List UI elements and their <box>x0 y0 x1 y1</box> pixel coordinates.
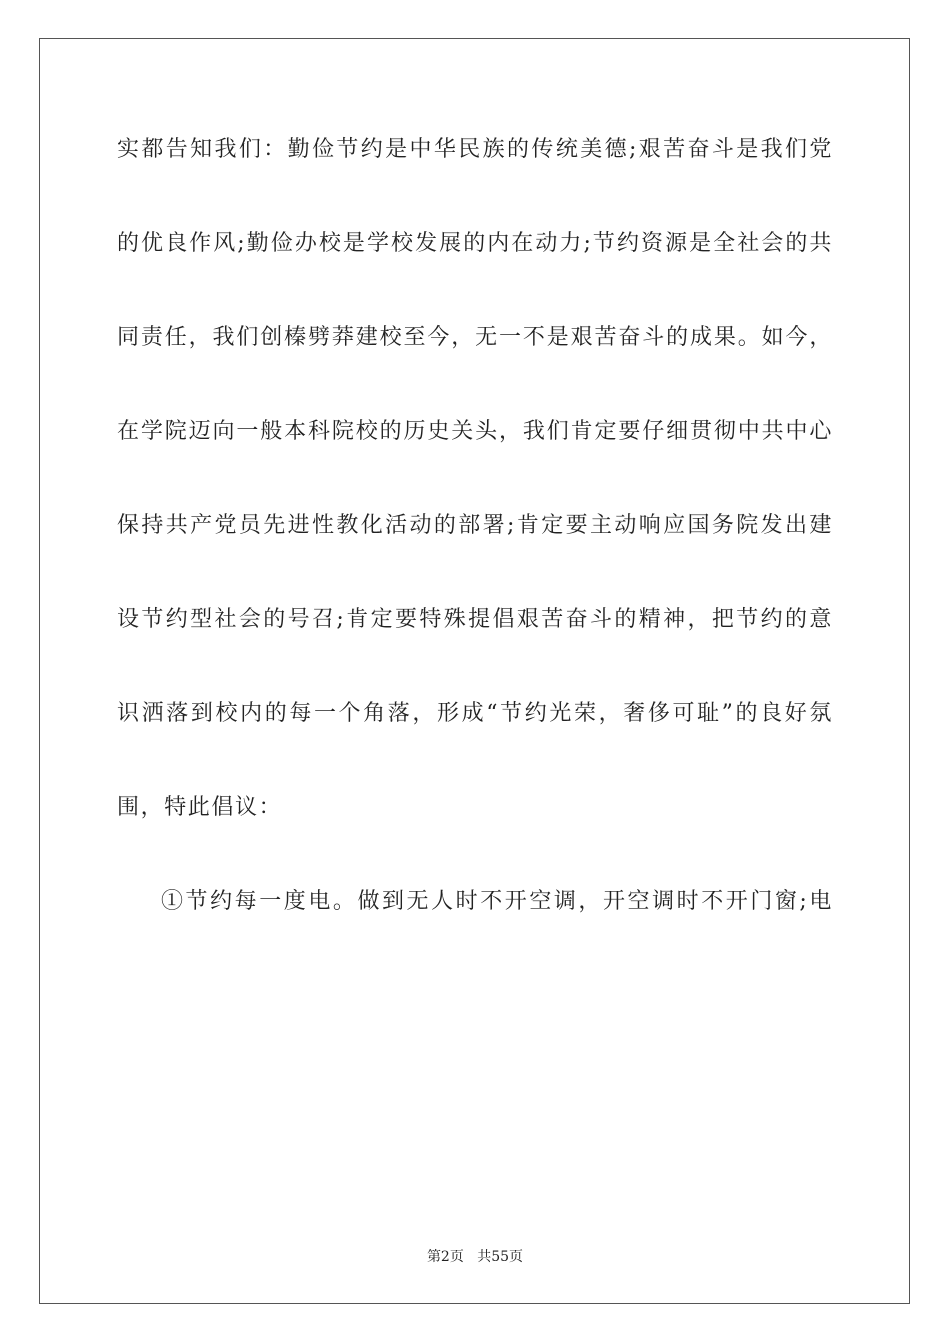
paragraph-line: 保持共产党员先进性教化活动的部署;肯定要主动响应国务院发出建 <box>117 513 833 538</box>
total-pages-label: 共55页 <box>477 1249 524 1265</box>
paragraph-line: 的优良作风;勤俭办校是学校发展的内在动力;节约资源是全社会的共 <box>117 231 833 256</box>
paragraph-line: 同责任，我们创榛劈莽建校至今，无一不是艰苦奋斗的成果。如今， <box>117 325 833 350</box>
paragraph-line-last: 围，特此倡议： <box>117 795 283 820</box>
paragraph-line: 实都告知我们：勤俭节约是中华民族的传统美德;艰苦奋斗是我们党 <box>117 137 833 162</box>
page-footer <box>0 1246 950 1266</box>
paragraph-line: 识洒落到校内的每一个角落，形成“节约光荣，奢侈可耻”的良好氛 <box>117 701 833 726</box>
paragraph-line: 设节约型社会的号召;肯定要特殊提倡艰苦奋斗的精神，把节约的意 <box>117 607 833 632</box>
document-body <box>117 128 833 974</box>
paragraph-line: 在学院迈向一般本科院校的历史关头，我们肯定要仔细贯彻中共中心 <box>117 419 833 444</box>
list-item-line: ①节约每一度电。做到无人时不开空调，开空调时不开门窗;电 <box>161 889 833 914</box>
current-page-label: 第2页 <box>426 1249 464 1265</box>
